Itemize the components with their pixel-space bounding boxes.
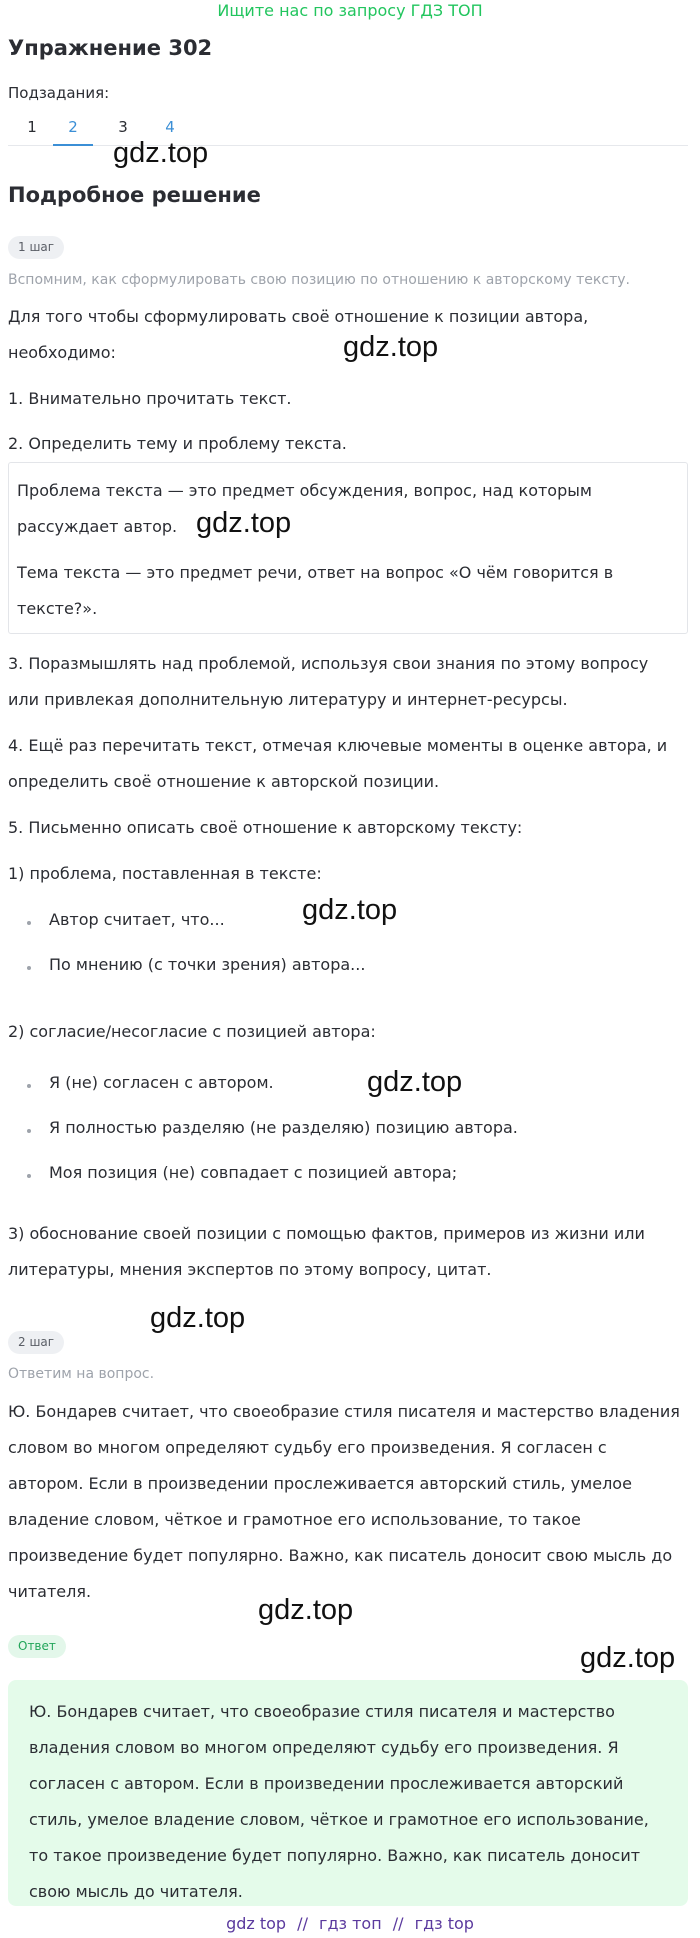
sub-item-3-line-2: литературы, мнения экспертов по этому вопросу, цитат. bbox=[8, 1260, 492, 1279]
bullet-dot bbox=[27, 1084, 31, 1088]
list-item-5: 5. Письменно описать своё отношение к авторскому тексту: bbox=[8, 818, 523, 837]
answer-text-line: произведение будет популярно. Важно, как писатель доносит свою мысль до bbox=[8, 1546, 673, 1565]
definition-box bbox=[8, 462, 688, 634]
answer-line: стиль, умелое владение словом, чёткое и грамотное его использование, bbox=[29, 1810, 649, 1829]
problem-definition-line-1: Проблема текста — это предмет обсуждения, вопрос, над которым bbox=[17, 481, 592, 500]
watermark: gdz.top bbox=[367, 1066, 463, 1098]
search-banner: Ищите нас по запросу ГДЗ ТОП bbox=[217, 1, 483, 20]
footer-link-gdz-top-ru[interactable]: гдз топ bbox=[319, 1914, 382, 1933]
watermark: gdz.top bbox=[343, 331, 439, 363]
tab-3[interactable]: 3 bbox=[118, 118, 128, 136]
step-1-hint: Вспомним, как сформулировать свою позицию по отношению к авторскому тексту. bbox=[8, 272, 630, 288]
exercise-title: Упражнение 302 bbox=[8, 36, 213, 60]
answer-line: Ю. Бондарев считает, что своеобразие стиля писателя и мастерство bbox=[29, 1702, 615, 1721]
bullet-item: Моя позиция (не) совпадает с позицией автора; bbox=[49, 1163, 458, 1182]
step-2-badge: 2 шаг bbox=[8, 1331, 64, 1354]
subtasks-label: Подзадания: bbox=[8, 84, 110, 102]
answer-line: владения словом во многом определяют судьбу его произведения. Я bbox=[29, 1738, 619, 1757]
problem-definition-line-2: рассуждает автор. bbox=[17, 517, 178, 536]
answer-line: согласен с автором. Если в произведении прослеживается авторский bbox=[29, 1774, 624, 1793]
theme-definition-line-1: Тема текста — это предмет речи, ответ на вопрос «О чём говорится в bbox=[17, 563, 614, 582]
watermark: gdz.top bbox=[196, 507, 292, 539]
intro-line-2: необходимо: bbox=[8, 343, 116, 362]
footer-link-gdz-top-mixed[interactable]: гдз top bbox=[414, 1914, 474, 1933]
sub-item-3-line-1: 3) обоснование своей позиции с помощью фактов, примеров из жизни или bbox=[8, 1224, 645, 1243]
footer-links bbox=[0, 1912, 700, 1936]
watermark: gdz.top bbox=[113, 137, 209, 169]
bullet-item: По мнению (с точки зрения) автора... bbox=[49, 955, 366, 974]
watermark: gdz.top bbox=[580, 1642, 676, 1674]
bullet-dot bbox=[27, 1129, 31, 1133]
answer-box bbox=[8, 1680, 688, 1906]
answer-line: то такое произведение будет популярно. Важно, как писатель доносит bbox=[29, 1846, 641, 1865]
solution-title: Подробное решение bbox=[8, 183, 261, 207]
bullet-item: Я (не) согласен с автором. bbox=[49, 1073, 274, 1092]
sub-item-1: 1) проблема, поставленная в тексте: bbox=[8, 864, 322, 883]
list-item-3-line-1: 3. Поразмышлять над проблемой, используя свои знания по этому вопросу bbox=[8, 654, 649, 673]
bullet-item: Я полностью разделяю (не разделяю) позицию автора. bbox=[49, 1118, 518, 1137]
answer-text-line: владение словом, чёткое и грамотное его использование, то такое bbox=[8, 1510, 581, 1529]
answer-text-line: читателя. bbox=[8, 1582, 92, 1601]
step-1-badge: 1 шаг bbox=[8, 236, 64, 259]
footer-separator: // bbox=[392, 1914, 404, 1933]
sub-item-2: 2) согласие/несогласие с позицией автора: bbox=[8, 1022, 376, 1041]
answer-badge: Ответ bbox=[8, 1635, 66, 1658]
answer-text-line: автором. Если в произведении прослеживается авторский стиль, умелое bbox=[8, 1474, 632, 1493]
bullet-dot bbox=[27, 966, 31, 970]
watermark: gdz.top bbox=[302, 894, 398, 926]
tab-4[interactable]: 4 bbox=[165, 118, 175, 136]
tab-1[interactable]: 1 bbox=[27, 118, 37, 136]
subtask-tabs bbox=[8, 112, 688, 146]
bullet-dot bbox=[27, 921, 31, 925]
list-item-3-line-2: или привлекая дополнительную литературу и интернет-ресурсы. bbox=[8, 690, 568, 709]
footer-separator: // bbox=[297, 1914, 308, 1933]
watermark: gdz.top bbox=[258, 1594, 354, 1626]
list-item-4-line-1: 4. Ещё раз перечитать текст, отмечая ключевые моменты в оценке автора, и bbox=[8, 736, 668, 755]
answer-text-line: Ю. Бондарев считает, что своеобразие стиля писателя и мастерство владения bbox=[8, 1402, 680, 1421]
step-2-hint: Ответим на вопрос. bbox=[8, 1366, 155, 1382]
answer-text-line: словом во многом определяют судьбу его произведения. Я согласен с bbox=[8, 1438, 607, 1457]
answer-line: свою мысль до читателя. bbox=[29, 1882, 243, 1901]
bullet-dot bbox=[27, 1174, 31, 1178]
footer-link-gdz-top[interactable]: gdz top bbox=[226, 1914, 287, 1933]
watermark: gdz.top bbox=[150, 1302, 246, 1334]
bullet-item: Автор считает, что... bbox=[49, 910, 225, 929]
list-item-2: 2. Определить тему и проблему текста. bbox=[8, 434, 347, 453]
intro-line-1: Для того чтобы сформулировать своё отношение к позиции автора, bbox=[8, 307, 589, 326]
list-item-4-line-2: определить своё отношение к авторской позиции. bbox=[8, 772, 440, 791]
tab-2-active[interactable]: 2 bbox=[53, 116, 93, 146]
list-item-1: 1. Внимательно прочитать текст. bbox=[8, 389, 292, 408]
theme-definition-line-2: тексте?». bbox=[17, 599, 98, 618]
